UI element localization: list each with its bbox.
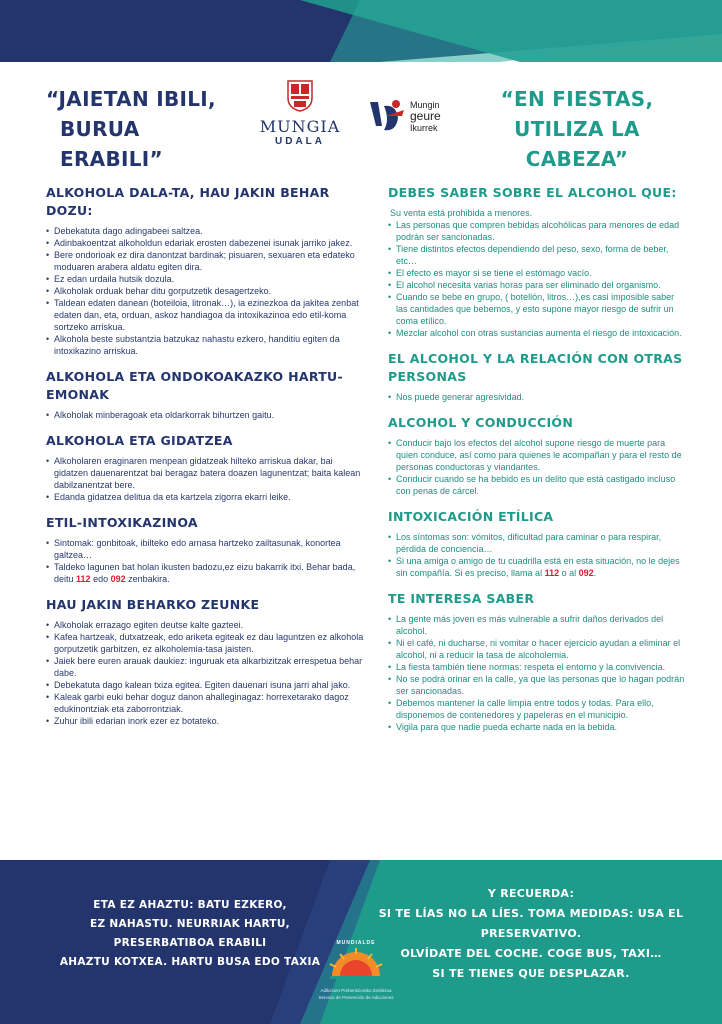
section-title: EL ALCOHOL Y LA RELACIÓN CON OTRAS PERSONAS — [388, 351, 683, 384]
mundialde-logo-line2: Servicio de Prevención de Adicciones — [318, 995, 394, 1000]
mundialde-logo-name: MUNDIALDE — [336, 940, 376, 946]
list-item: • Zuhur ibili edarian inork ezer ez botateko. — [46, 715, 364, 727]
text: Taldeko lagunen bat holan ikusten badozu,ez eizu bakarrik itxi. Behar bada, deitu — [54, 562, 356, 584]
bullet-list — [388, 613, 688, 733]
mungin-geure-ikurrek-logo — [366, 96, 466, 142]
footer-line: ETA EZ AHAZTU: BATU EZKERO, — [93, 899, 287, 911]
figure-mark-icon — [366, 96, 408, 138]
list-item: • Conducir bajo los efectos del alcohol supone riesgo de muerte para quien conduce, así como para quienes le acompañan y para el resto de personas conductoras y viandantes. — [388, 437, 688, 473]
list-item: • Debekatuta dago adingabeei saltzea. — [46, 225, 364, 237]
bullet-list — [46, 225, 364, 357]
eu-section-driving — [46, 432, 364, 503]
bullet-list — [388, 437, 688, 497]
list-item: • No se podrá orinar en la calle, ya que las personas que lo hagan podrán ser sancionadas. — [388, 673, 688, 697]
es-section-driving — [388, 414, 688, 497]
eu-section-should-know — [46, 596, 364, 727]
list-item: • Las personas que compren bebidas alcohólicas para menores de edad podrán ser sancionadas. — [388, 219, 688, 243]
eu-section-relations — [46, 368, 364, 421]
section-title: ALCOHOL Y CONDUCCIÓN — [388, 415, 574, 430]
emergency-number-112: 112 — [76, 574, 91, 584]
emergency-number-112: 112 — [544, 568, 560, 578]
eu-section-intoxication — [46, 514, 364, 585]
list-item: • Edanda gidatzea delitua da eta kartzela zigorra ekarri leike. — [46, 491, 364, 503]
bullet-list — [388, 391, 688, 403]
footer-reminder-basque — [40, 896, 340, 972]
section-title: ALKOHOLA ETA ONDOKOAKAZKO HARTU-EMONAK — [46, 369, 343, 402]
list-item: • Vigila para que nadie pueda echarte nada en la bebida. — [388, 721, 688, 733]
footer-reminder-spanish — [376, 884, 686, 984]
title-basque-line1: “JAIETAN IBILI, — [46, 87, 216, 111]
mundialde-logo — [296, 940, 416, 1020]
section-title: ETIL-INTOXIKAZINOA — [46, 515, 198, 530]
footer-line: SI TE TIENES QUE DESPLAZAR. — [432, 967, 630, 980]
eu-section-alcohol-facts — [46, 184, 364, 357]
sunrise-icon — [326, 946, 386, 982]
bullet-list — [388, 219, 688, 339]
list-item: • Alkoholak errazago egiten deutse kalte gazteei. — [46, 619, 364, 631]
bullet-list — [46, 409, 364, 421]
emergency-number-092: 092 — [110, 574, 126, 584]
section-intro: Su venta está prohibida a menores. — [390, 208, 533, 218]
list-item: • Ni el café, ni ducharse, ni vomitar o hacer ejercicio ayudan a eliminar el alcohol, ni a reducir la tasa de alcoholemia. — [388, 637, 688, 661]
title-spanish-line1: “EN FIESTAS, — [500, 87, 654, 111]
list-item: • Debekatuta dago kalean txiza egitea. Egiten dauenari isuna jarri ahal jako. — [46, 679, 364, 691]
basque-column — [46, 184, 364, 738]
list-item: • Nos puede generar agresividad. — [388, 391, 688, 403]
list-item: • Ez edan urdaila hutsik dozula. — [46, 273, 364, 285]
header-band — [0, 0, 722, 70]
bullet-list — [388, 531, 688, 579]
list-item: • Los síntomas son: vómitos, dificultad para caminar o para respirar, pérdida de conciencia… — [388, 531, 688, 555]
bullet-list — [46, 537, 364, 585]
es-section-alcohol-facts — [388, 184, 688, 339]
coat-of-arms-icon — [287, 80, 313, 112]
list-item-emergency — [388, 555, 688, 579]
mungia-logo-sub: UDALA — [275, 136, 325, 147]
list-item: • La fiesta también tiene normas: respeta el entorno y la convivencia. — [388, 661, 688, 673]
section-title: ALKOHOLA ETA GIDATZEA — [46, 433, 233, 448]
text: . — [593, 568, 597, 578]
text: o al — [559, 568, 579, 578]
geure-logo-line1: Mungin — [410, 100, 440, 110]
list-item: • Taldean edaten danean (boteiloia, litronak…), ia ezinezkoa da jakitea zenbat edaten dan, eta, orduan, askoz handiagoa da intoxikazinoa edo etil-koma sortzeko arriskua. — [46, 297, 364, 333]
es-section-relations — [388, 350, 688, 403]
text: edo — [90, 574, 111, 584]
footer-line: AHAZTU KOTXEA. HARTU BUSA EDO TAXIA — [59, 956, 321, 968]
es-section-intoxication — [388, 508, 688, 579]
es-section-should-know — [388, 590, 688, 733]
list-item: • Alkoholaren eraginaren menpean gidatzeak hilteko arriskua dakar, bai gidatzen dauenarentzat bai beragaz batera doazen lagunentzat; baita kalean dabilzanentzat bere. — [46, 455, 364, 491]
list-item: • Alkoholak orduak behar ditu gorputzetik desagertzeko. — [46, 285, 364, 297]
spanish-column — [388, 184, 688, 744]
list-item: • Alkohola beste substantzia batzukaz nahastu ezkero, handitiu egiten da intoxikazino arriskua. — [46, 333, 364, 357]
list-item: • El efecto es mayor si se tiene el estómago vacío. — [388, 267, 688, 279]
list-item: • Conducir cuando se ha bebido es un delito que está castigado incluso con penas de cárcel. — [388, 473, 688, 497]
section-title: HAU JAKIN BEHARKO ZEUNKE — [46, 597, 260, 612]
list-item: • Alkoholak minberagoak eta oldarkorrak bihurtzen gaitu. — [46, 409, 364, 421]
mungia-logo-name: MUNGIA — [259, 117, 341, 136]
section-title: INTOXICACIÓN ETÍLICA — [388, 509, 554, 524]
list-item: • La gente más joven es más vulnerable a sufrir daños derivados del alcohol. — [388, 613, 688, 637]
list-item: • Bere ondorioak ez dira danontzat bardinak; pisuaren, sexuaren eta edateko moduaren arabera aldatu egiten dira. — [46, 249, 364, 273]
list-item: • Adinbakoentzat alkoholdun edariak erosten dabezenei isunak jarriko jakez. — [46, 237, 364, 249]
mungia-udala-logo — [252, 80, 348, 160]
footer-line: OLVÍDATE DEL COCHE. COGE BUS, TAXI… — [400, 947, 662, 960]
section-title: ALKOHOLA DALA-TA, HAU JAKIN BEHAR DOZU: — [46, 185, 330, 218]
list-item-emergency — [46, 561, 364, 585]
title-spanish — [462, 84, 692, 174]
list-item: • Tiene distintos efectos dependiendo del peso, sexo, forma de beber, etc… — [388, 243, 688, 267]
title-basque — [46, 84, 246, 174]
geure-logo-line2: geure — [410, 109, 441, 123]
list-item: • Sintomak: gonbitoak, ibilteko edo arnasa hartzeko zailtasunak, konortea galtzea… — [46, 537, 364, 561]
title-spanish-line2: UTILIZA LA CABEZA” — [514, 117, 640, 171]
section-title: TE INTERESA SABER — [388, 591, 535, 606]
emergency-number-092: 092 — [578, 568, 594, 578]
geure-logo-line3: Ikurrek — [410, 123, 438, 133]
mundialde-logo-line1: Adikzioen Prebentziorako Zerbitzua — [320, 988, 392, 993]
geure-logo-text — [410, 100, 441, 133]
list-item: • El alcohol necesita varias horas para ser eliminado del organismo. — [388, 279, 688, 291]
list-item: • Debemos mantener la calle limpia entre todos y todas. Para ello, disponemos de contenedores y papeleras en el municipio. — [388, 697, 688, 721]
list-item: • Jaiek bere euren arauak daukiez: inguruak eta alkarbizitzak errespetua behar dabe. — [46, 655, 364, 679]
footer-line: SI TE LÍAS NO LA LÍES. TOMA MEDIDAS: USA EL PRESERVATIVO. — [378, 907, 684, 940]
bullet-list — [46, 455, 364, 503]
footer-line: EZ NAHASTU. NEURRIAK HARTU, PRESERBATIBOA ERABILI — [90, 918, 290, 949]
text: zenbakira. — [125, 574, 170, 584]
list-item: • Mezclar alcohol con otras sustancias aumenta el riesgo de intoxicación. — [388, 327, 688, 339]
list-item: • Kafea hartzeak, dutxatzeak, edo ariketa egiteak ez dau laguntzen ez alkohola gorputzetik garbitzen, ez alkoholemia-tasa jaisten. — [46, 631, 364, 655]
bullet-list — [46, 619, 364, 727]
text: Si una amiga o amigo de tu cuadrilla está en esta situación, no le dejes sin compañía. Si es preciso, llama al — [396, 556, 680, 578]
list-item: • Kaleak garbi euki behar doguz danon ahalleginagaz: horrexetarako dagoz edukinontziak eta zaborrontziak. — [46, 691, 364, 715]
section-title: DEBES SABER SOBRE EL ALCOHOL QUE: — [388, 185, 677, 200]
list-item: • Cuando se bebe en grupo, ( botellón, litros…),es casi imposible saber las cantidades que bebemos, y esto supone mayor riesgo de sufrir un coma etílico. — [388, 291, 688, 327]
title-basque-line2: BURUA ERABILI” — [60, 117, 163, 171]
footer-line: Y RECUERDA: — [487, 887, 575, 900]
